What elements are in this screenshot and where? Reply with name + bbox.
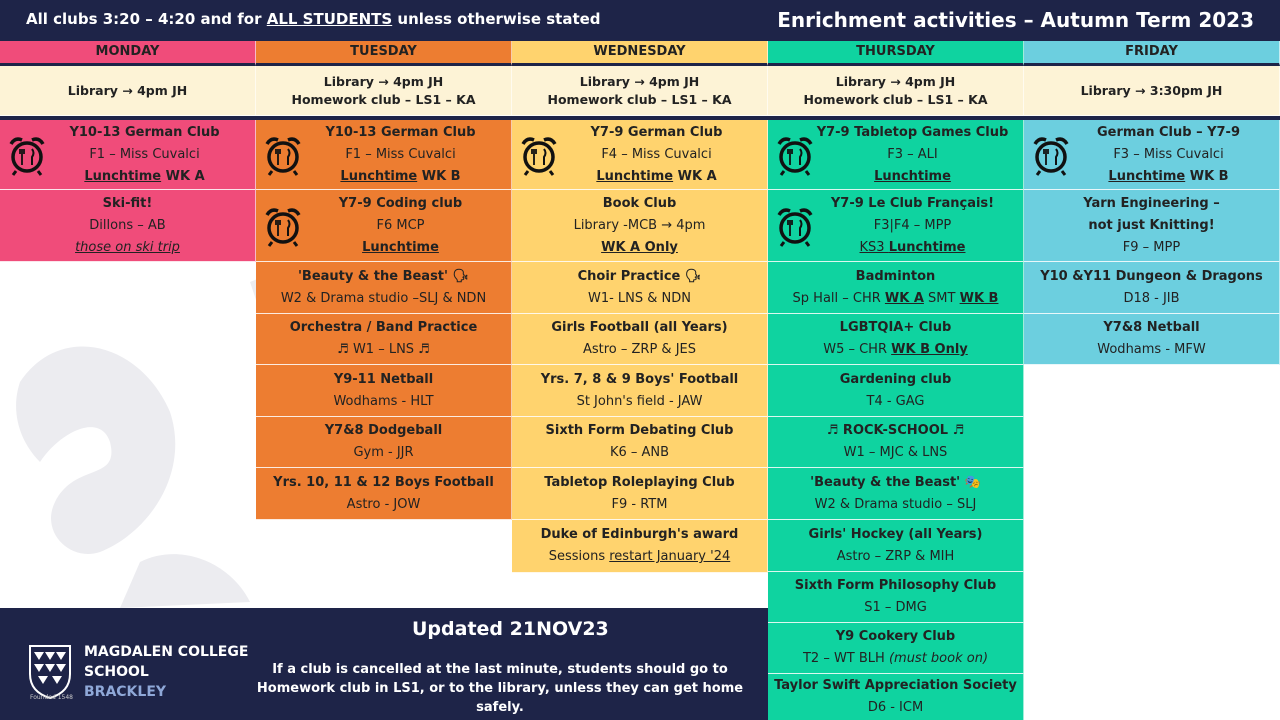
club-title: Y9 Cookery Club (835, 629, 956, 644)
club-title: Taylor Swift Appreciation Society (774, 678, 1017, 693)
library-line: Library → 4pm JH (323, 73, 444, 89)
club-time: Lunchtime (596, 168, 674, 184)
club-detail: T2 – WT BLH (802, 651, 889, 666)
club-title: Book Club (602, 195, 677, 211)
alarm-clock-cutlery-icon (6, 134, 48, 176)
club-cell (256, 120, 512, 190)
club-title: Yrs. 10, 11 & 12 Boys Football (273, 474, 494, 490)
club-detail: F9 – MPP (1122, 239, 1181, 255)
founded-text: Founded 1548 (30, 694, 73, 701)
club-title: German Club – Y7-9 (1096, 124, 1240, 140)
alarm-clock-cutlery-icon (518, 134, 560, 176)
club-detail: Astro - JOW (346, 496, 421, 512)
club-title: Y7&8 Dodgeball (324, 423, 443, 438)
club-title: Y7-9 Coding club (338, 195, 463, 211)
club-cell (768, 468, 1024, 520)
club-title: Sixth Form Philosophy Club (794, 578, 997, 593)
club-detail: Gym - JJR (353, 445, 414, 460)
banner-suffix: unless otherwise stated (397, 10, 601, 28)
club-week: WK A (161, 168, 205, 184)
club-detail: F3 – Miss Cuvalci (1113, 146, 1224, 162)
club-detail-underlined: restart January '24 (609, 549, 731, 564)
alarm-clock-cutlery-icon (774, 134, 816, 176)
club-cell (768, 314, 1024, 365)
club-detail: ♬ W1 – LNS ♬ (337, 342, 430, 357)
day-header-monday: MONDAY (0, 41, 256, 66)
banner-underlined: ALL STUDENTS (266, 10, 393, 28)
club-detail: St John's field - JAW (576, 393, 703, 409)
library-line: Library → 3:30pm JH (1080, 82, 1223, 98)
club-cell (512, 520, 768, 573)
club-detail: Astro – ZRP & JES (582, 342, 697, 357)
school-crest-logo (28, 644, 72, 700)
club-title: Y7-9 Le Club Français! (830, 195, 995, 211)
club-time: Lunchtime (340, 168, 418, 184)
alarm-clock-cutlery-icon (774, 205, 816, 247)
club-title: Girls Football (all Years) (551, 320, 728, 335)
club-cell (768, 262, 1024, 314)
club-cell (512, 262, 768, 314)
banner-note (26, 10, 601, 28)
club-title: Y9-11 Netball (333, 371, 434, 387)
club-title: Y7&8 Netball (1103, 320, 1200, 335)
club-cell (256, 314, 512, 365)
club-title: LGBTQIA+ Club (839, 320, 952, 335)
club-title: Y7-9 Tabletop Games Club (816, 124, 1009, 140)
club-title: Choir Practice 🗣 (577, 268, 702, 284)
club-cell (768, 572, 1024, 623)
club-cell (1024, 190, 1280, 262)
club-title: Orchestra / Band Practice (289, 320, 478, 335)
library-line: Library → 4pm JH (67, 82, 188, 98)
club-week: WK B (417, 168, 461, 184)
club-title: Tabletop Roleplaying Club (544, 474, 735, 490)
club-cell (256, 468, 512, 520)
school-name-line3: BRACKLEY (84, 684, 167, 700)
club-cell (512, 120, 768, 190)
updated-date: Updated 21NOV23 (412, 618, 609, 640)
club-detail: F3 – ALI (887, 146, 938, 162)
club-detail: S1 – DMG (864, 600, 927, 615)
club-detail: Library -MCB → 4pm (573, 217, 706, 233)
cancellation-note: If a club is cancelled at the last minute, students should go to Homework club in LS1, or to the library, unless they can get home safely. (256, 662, 744, 715)
club-detail: W2 & Drama studio – SLJ (814, 496, 977, 512)
club-cell (512, 468, 768, 520)
club-cell (768, 520, 1024, 572)
club-title: Y7-9 German Club (590, 124, 723, 140)
club-title: 'Beauty & the Beast' 🗣 (297, 268, 470, 284)
club-title-continued: not just Knitting! (1088, 217, 1215, 233)
club-key-stage: KS3 (859, 239, 889, 255)
library-line: Library → 4pm JH (579, 73, 700, 89)
club-cell (512, 365, 768, 417)
club-title: Yarn Engineering – (1083, 195, 1220, 211)
library-cell-friday (1024, 66, 1280, 116)
footer-panel (0, 608, 768, 720)
club-note: those on ski trip (75, 239, 180, 255)
club-detail: F4 – Miss Cuvalci (601, 146, 712, 162)
club-week: WK B (1185, 168, 1229, 184)
club-title: Duke of Edinburgh's award (540, 527, 739, 542)
club-cell (512, 190, 768, 262)
club-cell (1024, 120, 1280, 190)
club-detail: Sp Hall – CHR (792, 290, 885, 306)
club-title: Girls' Hockey (all Years) (808, 526, 983, 542)
library-cell-wednesday (512, 66, 768, 116)
club-detail: F3|F4 – MPP (873, 217, 952, 233)
school-name-line2: SCHOOL (84, 664, 149, 680)
club-title: Ski-fit! (102, 195, 153, 211)
club-week: WK A Only (601, 239, 678, 255)
club-title: ♬ ROCK-SCHOOL ♬ (826, 423, 965, 438)
club-week: WK B (959, 290, 999, 306)
library-cell-monday (0, 66, 256, 116)
club-cell (768, 417, 1024, 468)
club-detail: D18 - JIB (1123, 290, 1180, 306)
school-name (84, 642, 248, 702)
alarm-clock-cutlery-icon (262, 134, 304, 176)
club-cell (256, 417, 512, 468)
club-week: WK A (884, 290, 924, 306)
club-title: Sixth Form Debating Club (545, 423, 734, 438)
club-note: (must book on) (888, 651, 989, 666)
banner-prefix: All clubs 3:20 – 4:20 and for (26, 10, 262, 28)
library-line: Library → 4pm JH (835, 73, 956, 89)
club-title: 'Beauty & the Beast' 🎭 (810, 474, 981, 490)
alarm-clock-cutlery-icon (1030, 134, 1072, 176)
club-detail: W1- LNS & NDN (587, 290, 692, 306)
homework-line: Homework club – LS1 – KA (547, 91, 732, 107)
page-title: Enrichment activities – Autumn Term 2023 (777, 8, 1254, 32)
club-detail: F1 – Miss Cuvalci (345, 146, 456, 162)
club-cell (768, 120, 1024, 190)
club-time: Lunchtime (1108, 168, 1186, 184)
club-detail: Sessions (548, 549, 610, 564)
club-cell (1024, 314, 1280, 365)
homework-line: Homework club – LS1 – KA (803, 91, 988, 107)
club-time: Lunchtime (888, 239, 966, 255)
club-cell (768, 365, 1024, 417)
club-cell (768, 623, 1024, 674)
club-detail: W2 & Drama studio –SLJ & NDN (280, 290, 487, 306)
library-cell-tuesday (256, 66, 512, 116)
club-detail: Astro – ZRP & MIH (836, 548, 955, 564)
club-detail: Wodhams - HLT (333, 393, 434, 409)
club-detail: D6 - ICM (867, 700, 924, 715)
club-cell (0, 120, 256, 190)
club-title: Y10-13 German Club (325, 124, 476, 140)
club-detail: Wodhams - MFW (1097, 342, 1206, 357)
club-week: WK B Only (891, 342, 968, 357)
club-cell (256, 365, 512, 417)
homework-line: Homework club – LS1 – KA (291, 91, 476, 107)
club-detail: W5 – CHR (823, 342, 892, 357)
day-header-tuesday: TUESDAY (256, 41, 512, 66)
day-header-friday: FRIDAY (1024, 41, 1280, 66)
club-cell (0, 190, 256, 262)
club-detail: SMT (923, 290, 960, 306)
club-cell (512, 314, 768, 365)
club-title: Y10 &Y11 Dungeon & Dragons (1040, 268, 1263, 284)
club-cell (1024, 262, 1280, 314)
day-header-wednesday: WEDNESDAY (512, 41, 768, 66)
club-title: Yrs. 7, 8 & 9 Boys' Football (540, 371, 739, 387)
club-detail: F1 – Miss Cuvalci (89, 146, 200, 162)
club-cell (512, 417, 768, 468)
top-banner (0, 0, 1280, 41)
alarm-clock-cutlery-icon (262, 205, 304, 247)
school-name-line1: MAGDALEN COLLEGE (84, 644, 249, 660)
club-cell (256, 190, 512, 262)
club-detail: K6 – ANB (609, 445, 670, 460)
club-title: Gardening club (839, 371, 952, 387)
day-header-thursday: THURSDAY (768, 41, 1024, 66)
club-week: WK A (673, 168, 717, 184)
club-title: Badminton (855, 268, 936, 284)
club-time: Lunchtime (874, 168, 951, 184)
club-cell (768, 190, 1024, 262)
library-cell-thursday (768, 66, 1024, 116)
club-detail: Dillons – AB (89, 217, 166, 233)
club-detail: F6 MCP (376, 217, 425, 233)
club-detail: T4 - GAG (866, 393, 925, 409)
club-time: Lunchtime (362, 239, 439, 255)
club-time: Lunchtime (84, 168, 162, 184)
club-cell (256, 262, 512, 314)
club-title: Y10-13 German Club (69, 124, 220, 140)
club-detail: W1 – MJC & LNS (843, 445, 948, 460)
club-detail: F9 - RTM (611, 496, 668, 512)
club-cell (768, 674, 1024, 720)
